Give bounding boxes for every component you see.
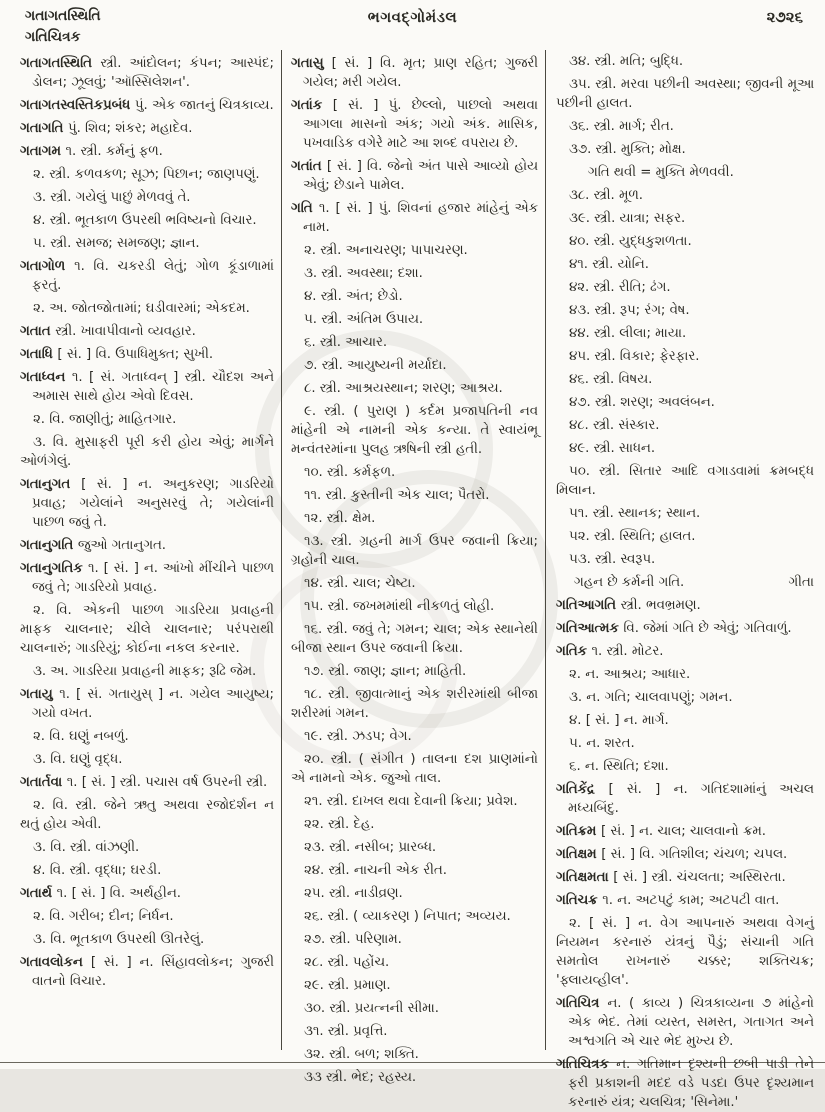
definition-text: [ સં. ] પું. છેલ્લો, પાછલો અથવા આગલા માસનો અંક; ગયો અંક. માસિક, પખવાડિક વગેરે માટે આ શબ્દ વપરાય છે. [303,98,538,151]
definition-text: ૪૦. સ્ત્રી. યુદ્ધકુશળતા. [569,234,692,249]
dictionary-entry [556,1055,814,1112]
definition-text: ૫. સ્ત્રી. અંતિમ ઉપાય. [304,312,424,327]
sense-item [20,601,274,658]
sense-item [556,186,814,205]
headword: ગતાનુગત [20,477,82,492]
sense-item [291,861,538,880]
headword: ગતિચિત્રક [556,1057,617,1072]
definition-text: [ સં. ] વિ. મૃત; પ્રાણ રહિત; ગુજરી ગયેલ; મરી ગયેલ. [303,56,539,90]
sense-item [20,727,274,746]
definition-text: ૪૪. સ્ત્રી. લીલા; માયા. [569,326,687,341]
definition-text: ૪. સ્ત્રી. અંત; છેડો. [304,289,403,304]
definition-text: ૨૨. સ્ત્રી. દેહ. [304,817,375,832]
definition-text: ૩. વિ. મુસાફરી પૂરી કરી હોય એવું; માર્ગને ઓળંગેલું. [20,435,274,469]
definition-text: [ સં. ] ન. ગતિદશામાંનું અચલ મધ્યબિંદુ. [568,782,814,816]
definition-text: ગહન છે કર્મની ગતિ. [574,575,685,590]
sense-item [291,662,538,681]
definition-text: [ સં. ] ન. અનુકરણ; ગાડરિયો પ્રવાહ; ગયેલાંને અનુસરવું તે; ગયેલાંની પાછળ જવું તે. [32,477,274,530]
definition-text: ૪૨. સ્ત્રી. રીતિ; ઢંગ. [569,280,671,295]
definition-text: ૧. વિ. ચકરડી લેતું; ગોળ કૂંડાળામાં ફરતું. [32,259,274,293]
headword: ગતાત [20,324,56,339]
sense-item [556,439,814,458]
definition-text: વિ. જેમાં ગતિ છે એવું; ગતિવાળું. [623,621,792,636]
sense-item [556,688,814,707]
definition-text: ૨. સ્ત્રી. કળવકળ; સૂઝ; પિછાન; જાણપણું. [33,167,260,182]
definition-text: સ્ત્રી. ભવભ્રમણ. [620,598,701,613]
dictionary-entry [20,536,274,555]
sense-item [556,140,814,159]
definition-text: ૧. [ સં. ગતાયુસ્ ] ન. ગયેલ આયુષ્ય; ગયો વખત. [32,687,274,721]
sense-item [291,750,538,788]
definition-text: ૫. સ્ત્રી. સમજ; સમજણ; જ્ઞાન. [33,236,200,251]
sense-item [20,907,274,926]
sense-item [291,597,538,616]
sense-item [556,393,814,412]
definition-text: ૩૬. સ્ત્રી. માર્ગ; રીત. [569,119,674,134]
sense-item [291,620,538,658]
definition-text: ૫૩. સ્ત્રી. સ્વરૂપ. [569,552,656,567]
sense-item [556,117,814,136]
definition-text: ૨૭. સ્ત્રી. પરિણામ. [304,932,402,947]
sense-item [20,750,274,769]
dictionary-entry [20,96,274,115]
sense-item [20,234,274,253]
headword: ગતિક [556,644,592,659]
definition-text: ૨. અ. જોતજોતામાં; ઘડીવારમાં; એકદમ. [33,301,250,316]
definition-text: ૨૩. સ્ત્રી. નસીબ; પ્રારબ્ધ. [304,840,437,855]
quote-line [556,573,814,592]
sense-item [291,930,538,949]
headword: ગતાગતસ્થિતિ [20,56,101,71]
headword: ગતાગતસ્વસ્તિકપ્રબંધ [20,98,135,113]
definition-text: ૬. સ્ત્રી. આચાર. [304,335,388,350]
definition-text: ૨૦. સ્ત્રી. ( સંગીત ) તાલના દશ પ્રાણમાંનો એ નામનો એક. જુઓ તાલ. [291,752,538,786]
dictionary-entry [20,257,274,295]
sense-item [291,1022,538,1041]
definition-text: ૪. સ્ત્રી. ભૂતકાળ ઉપરથી ભવિષ્યનો વિચાર. [33,213,257,228]
dictionary-entry [291,54,538,92]
sense-item [556,255,814,274]
sense-item [20,299,274,318]
dictionary-entry [291,96,538,153]
dictionary-entry [291,199,538,237]
definition-text: ૨. વિ. જાણીતું; માહિતગાર. [33,412,177,427]
headword: ગતાનુગતિક [20,561,88,576]
definition-text: ૧. [ સં. ] ન. આંખો મીંચીને પાછળ જવું તે; ગાડરિયો પ્રવાહ. [32,561,275,595]
sense-item [291,884,538,903]
sense-item [291,287,538,306]
sense-item [291,838,538,857]
sense-item [556,75,814,113]
definition-text: ૪. વિ. સ્ત્રી. વૃદ્ધા; ઘરડી. [33,863,162,878]
sense-item [291,1045,538,1064]
sense-item [291,685,538,723]
sense-item [291,953,538,972]
dictionary-entry [20,773,274,792]
dictionary-entry [20,54,274,92]
definition-text: ૩૭. સ્ત્રી. મુક્તિ; મોક્ષ. [569,142,686,157]
column-1 [20,52,274,1054]
sense-item [291,241,538,260]
sense-item [556,301,814,320]
definition-text: ૫૧. સ્ત્રી. સ્થાનક; સ્થાન. [569,506,701,521]
guide-word-bottom: ગતિચિત્રક [25,29,81,45]
column-3 [556,52,814,1110]
sense-item [556,757,814,776]
definition-text: ૩. વિ. ભૂતકાળ ઉપરથી ઊતરેલું. [33,932,205,947]
idiom-line [556,163,814,182]
definition-text: ૮. સ્ત્રી. આશ્રયસ્થાન; શરણ; આશ્રય. [304,381,503,396]
definition-text: પું. એક જાતનું ચિત્રકાવ્ય. [134,98,274,113]
headword: ગતાયુ [20,687,60,702]
definition-text: ૧૮. સ્ત્રી. જીવાત્માનું એક શરીરમાંથી બીજા શરીરમાં ગમન. [291,687,538,721]
definition-text: ૪૭. સ્ત્રી. શરણ; અવલંબન. [569,395,715,410]
dictionary-entry [20,953,274,991]
definition-text: ૯. સ્ત્રી. ( પુરાણ ) કર્દમ પ્રજાપતિની નવ માંહેની એ નામની એક કન્યા. તે સ્વાયંભૂ મન્વંતરમાંના પુલહ ઋષિની સ્ત્રી હતી. [291,404,538,457]
definition-text: ૪૩. સ્ત્રી. રૂપ; રંગ; વેષ. [569,303,690,318]
column-divider-2 [545,50,546,1050]
definition-text: ૧૭. સ્ત્રી. જાણ; જ્ઞાન; માહિતી. [304,664,467,679]
definition-text: ૧૦. સ્ત્રી. કર્મફળ. [304,465,396,480]
sense-item [291,509,538,528]
sense-item [556,324,814,343]
dictionary-entry [20,142,274,161]
definition-text: ૩૯. સ્ત્રી. યાત્રા; સફર. [569,211,686,226]
sense-item [291,727,538,746]
definition-text: ૩૦. સ્ત્રી. પ્રયત્નની સીમા. [304,1001,440,1016]
sense-item [556,209,814,228]
guide-word-top: ગતાગતસ્થિતિ [25,8,101,24]
definition-text: ૪૬. સ્ત્રી. વિષય. [569,372,653,387]
definition-text: ૨૧. સ્ત્રી. દાખલ થવા દેવાની ક્રિયા; પ્રવેશ. [304,794,518,809]
sense-item [291,792,538,811]
definition-text: ૨. વિ. ઘણું નબળું. [33,729,129,744]
definition-text: [ સં. ] વિ. ગતિશીલ; ચંચળ; ચપલ. [601,847,788,862]
definition-text: ૧. સ્ત્રી. મોટર. [591,644,664,659]
definition-text: ૨. વિ. સ્ત્રી. જેને ઋતુ અથવા રજોદર્શન ન થતું હોય એવી. [20,798,274,832]
sense-item [556,416,814,435]
definition-text: ૧. [ સં. ] વિ. અર્થહીન. [56,886,181,901]
dictionary-entry [20,119,274,138]
headword: ગતાગોળ [20,259,75,274]
sense-item [20,188,274,207]
sense-item [291,999,538,1018]
headword: ગતાનુગતિ [20,538,78,553]
definition-text: ૩. સ્ત્રી. ગયેલું પાછું મેળવવું તે. [33,190,191,205]
definition-text: ૫૦. સ્ત્રી. સિતાર આદિ વગાડવામાં ક્રમબદ્ધ મિલાન. [556,464,814,498]
citation-ref: ગીતા [788,575,814,590]
headword: ગતાગતિ [20,121,68,136]
column-divider-1 [281,50,282,1050]
definition-text: ૩૮. સ્ત્રી. મૂળ. [569,188,643,203]
headword: ગતાધિ [20,347,58,362]
definition-text: ૨. ન. આશ્રય; આધાર. [569,667,691,682]
headword: ગતિઆત્મક [556,621,624,636]
sense-item [20,662,274,681]
sense-item [20,433,274,471]
definition-text: [ સં. ] ન. ચાલ; ચાલવાનો ક્રમ. [600,824,766,839]
dictionary-entry [556,822,814,841]
sense-item [556,665,814,684]
definition-text: ૨. વિ. એકની પાછળ ગાડરિયા પ્રવાહની માફક ચાલનાર; ચીલે ચાલનાર; પરંપરાથી ચાલનારું; ગાડરિયું; કોઈના નકલ કરનાર. [20,603,274,656]
definition-text: ૨૮. સ્ત્રી. પહોંચ. [304,955,390,970]
definition-text: ૧૩. સ્ત્રી. ગ્રહની માર્ગ ઉપર જવાની ક્રિયા; ગ્રહોની ચાલ. [291,534,538,568]
dictionary-entry [20,685,274,723]
book-title: ભગવદ્ગોમંડલ [367,8,458,26]
sense-item [291,1068,538,1087]
definition-text: ૨૬. સ્ત્રી. ( વ્યાકરણ ) નિપાત; અવ્યય. [304,909,511,924]
definition-text: ૧૬. સ્ત્રી. જવું તે; ગમન; ચાલ; એક સ્થાનેથી બીજા સ્થાન ઉપર જવાની ક્રિયા. [291,622,538,656]
headword: ગતિઆગતિ [556,598,621,613]
sense-item [291,815,538,834]
definition-text: ૧. [ સં. ] સ્ત્રી. પચાસ વર્ષ ઉપરની સ્ત્રી. [66,775,268,790]
sense-item [556,232,814,251]
sense-item [20,838,274,857]
definition-text: ૧૫. સ્ત્રી. જખમમાંથી નીકળતું લોહી. [304,599,495,614]
sense-item [556,914,814,990]
definition-text: ૨૯. સ્ત્રી. પ્રમાણ. [304,978,391,993]
dictionary-entry [556,868,814,887]
definition-text: ૩. સ્ત્રી. અવસ્થા; દશા. [304,266,423,281]
sense-item [556,52,814,71]
sense-item [20,796,274,834]
sense-item [291,976,538,995]
sense-item [556,711,814,730]
headword: ગતાધ્વન [20,370,72,385]
definition-text: ૫૨. સ્ત્રી. સ્થિતિ; હાલત. [569,529,696,544]
headword: ગતાંક [291,98,333,113]
definition-text: ૧. [ સં. ] પું. શિવનાં હજાર માંહેનું એક નામ. [303,201,538,235]
definition-text: ૩. ન. ગતિ; ચાલવાપણું; ગમન. [569,690,733,705]
definition-text: ૨. [ સં. ] ન. વેગ આપનારું અથવા વેગનું નિયમન કરનારું યંત્રનું પૈડું; સંચાની ગતિ સમતોલ રાખનારું ચક્કર; શક્તિચક્ર; 'ફ્લાયવ્હીલ'. [556,916,814,988]
dictionary-entry [20,559,274,597]
headword: ગતાર્થ [20,886,57,901]
definition-text: ૧. [ સં. ગતાધ્વન્ ] સ્ત્રી. ચૌદશ અને અમાસ સાથે હોય એવો દિવસ. [32,370,274,404]
sense-item [291,532,538,570]
definition-text: ૩૪. સ્ત્રી. મતિ; બુદ્ધિ. [569,54,684,69]
definition-text: સ્ત્રી. આંદોલન; કંપન; આસ્પંદ; ડોલન; ઝૂલવું; 'ઑસ્સિલેશન'. [32,56,274,90]
dictionary-entry [20,368,274,406]
sense-item [556,278,814,297]
headword: ગતિક્ષમતા [556,870,614,885]
dictionary-entry [556,891,814,910]
headword: ગતાસુ [291,56,332,71]
sense-item [291,333,538,352]
sense-item [291,264,538,283]
definition-text: ૧. સ્ત્રી. કર્મનું ફળ. [65,144,163,159]
headword: ગતાગમ [20,144,66,159]
definition-text: ૩. વિ. સ્ત્રી. વાંઝણી. [33,840,140,855]
definition-text: ૩. વિ. ઘણું વૃદ્ધ. [33,752,123,767]
sense-item [556,347,814,366]
sense-item [291,402,538,459]
sense-item [20,861,274,880]
page-number: ૨૭૨૬ [766,8,803,26]
definition-text: ગતિ થવી = મુક્તિ મેળવવી. [588,165,734,180]
definition-text: ૨. સ્ત્રી. અનાચરણ; પાપાચરણ. [304,243,468,258]
definition-text: ૪૮. સ્ત્રી. સંસ્કાર. [569,418,660,433]
sense-item [556,370,814,389]
dictionary-entry [20,345,274,364]
headword: ગતાંત [291,159,327,174]
sense-item [291,463,538,482]
sense-item [291,907,538,926]
definition-text: ૧. ન. અટપટું કામ; અટપટી વાત. [602,893,780,908]
sense-item [291,574,538,593]
definition-text: જુઓ ગતાનુગત. [77,538,166,553]
definition-text: ૪૯. સ્ત્રી. સાધન. [569,441,656,456]
headword: ગતિ [291,201,319,216]
headword: ગતિચક્ર [556,893,603,908]
sense-item [556,504,814,523]
sense-item [20,211,274,230]
definition-text: ન. ( કાવ્ય ) ચિત્રકાવ્યના ૭ માંહેનો એક ભેદ. તેમાં વ્યસ્ત, સમસ્ત, ગતાગત અને અશ્વગતિ એ ચાર ભેદ મુખ્ય છે. [568,996,814,1049]
dictionary-entry [20,322,274,341]
dictionary-entry [20,475,274,532]
sense-item [20,165,274,184]
definition-text: ૬. ન. સ્થિતિ; દશા. [569,759,669,774]
dictionary-entry [20,884,274,903]
sense-item [291,310,538,329]
definition-text: ૩૨. સ્ત્રી. બળ; શક્તિ. [304,1047,419,1062]
definition-text: ૪. [ સં. ] ન. માર્ગ. [569,713,669,728]
column-2 [291,52,539,1085]
definition-text: ન. ગતિમાન દૃશ્યની છબી પાડી તેને ફરી પ્રકાશની મદદ વડે પડદા ઉપર દૃશ્યમાન કરનારું યંત્ર; ચલચિત્ર; 'સિનેમા.' [568,1057,814,1110]
page-header [0,8,825,45]
dictionary-entry [556,642,814,661]
dictionary-entry [556,780,814,818]
dictionary-entry [291,157,538,195]
definition-text: ૨૪. સ્ત્રી. નાચની એક રીત. [304,863,447,878]
sense-item [291,379,538,398]
sense-item [20,930,274,949]
headword: ગતાવલોકન [20,955,91,970]
definition-text: પું. શિવ; શંકર; મહાદેવ. [67,121,193,136]
sense-item [20,410,274,429]
definition-text: ૩૩ સ્ત્રી. ભેદ; રહસ્ય. [304,1070,417,1085]
definition-text: ૨. વિ. ગરીબ; દીન; નિર્ધન. [33,909,174,924]
definition-text: ૧૨. સ્ત્રી. ક્ષેમ. [304,511,376,526]
sense-item [556,734,814,753]
definition-text: ૨૫. સ્ત્રી. નાડીવ્રણ. [304,886,403,901]
definition-text: [ સં. ] વિ. જેનો અંત પાસે આવ્યો હોય એવું; છેડાને પામેલ. [303,159,538,193]
dictionary-entry [556,619,814,638]
headword: ગતિચિત્ર [556,996,608,1011]
definition-text: [ સં. ] વિ. ઉપાધિમુક્ત; સુખી. [57,347,214,362]
definition-text: [ સં. ] ન. સિંહાવલોકન; ગુજરી વાતનો વિચાર. [32,955,274,989]
dictionary-entry [556,845,814,864]
sense-item [291,356,538,375]
definition-text: ૩૧. સ્ત્રી. પ્રવૃત્તિ. [304,1024,388,1039]
definition-text: સ્ત્રી. ખાવાપીવાનો વ્યવહાર. [55,324,196,339]
definition-text: ૫. ન. શરત. [569,736,635,751]
headword: ગતાર્તવા [20,775,67,790]
definition-text: ૧૪. સ્ત્રી. ચાલ; ચેષ્ટા. [304,576,416,591]
dictionary-entry [556,994,814,1051]
sense-item [556,550,814,569]
headword: ગતિકેંદ્ર [556,782,609,797]
definition-text: [ સં. ] સ્ત્રી. ચંચલતા; અસ્થિરતા. [613,870,786,885]
definition-text: ૩૫. સ્ત્રી. મરવા પછીની અવસ્થા; જીવની મૂઆ પછીની હાલત. [556,77,814,111]
definition-text: ૪૧. સ્ત્રી. યોનિ. [569,257,649,272]
sense-item [291,486,538,505]
sense-item [556,527,814,546]
definition-text: ૩. અ. ગાડરિયા પ્રવાહની માફક; રૂઢિ જેમ. [33,664,257,679]
sense-item [556,462,814,500]
definition-text: ૭. સ્ત્રી. આયુષ્યની મર્યાદા. [304,358,447,373]
headword: ગતિક્રમ [556,824,601,839]
dictionary-entry [556,596,814,615]
definition-text: ૧૧. સ્ત્રી. કુસ્તીની એક ચાલ; પૈતરો. [304,488,490,503]
definition-text: ૧૯. સ્ત્રી. ઝડપ; વેગ. [304,729,412,744]
headword: ગતિક્ષમ [556,847,602,862]
definition-text: ૪૫. સ્ત્રી. વિકાર; ફેરફાર. [569,349,700,364]
